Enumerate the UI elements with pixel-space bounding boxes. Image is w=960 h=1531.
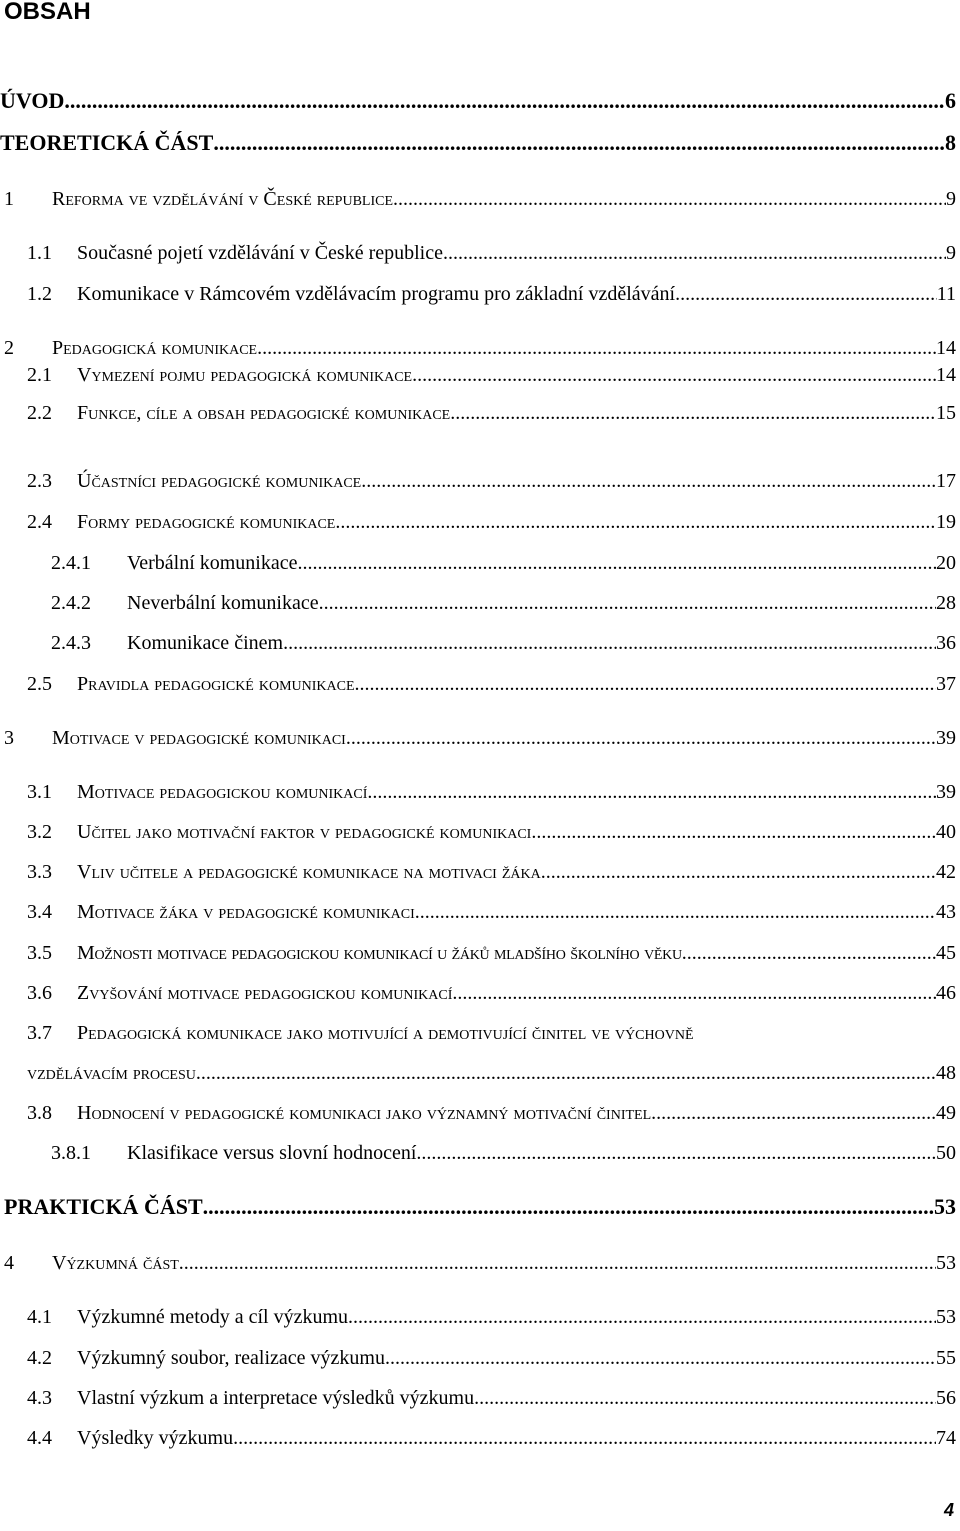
toc-entry-2-3[interactable] <box>0 468 960 494</box>
page-title: OBSAH <box>4 0 91 25</box>
toc-entry-title: Funkce, cíle a obsah pedagogické komunikace <box>77 402 451 424</box>
toc-entry-page: 53 <box>936 1252 956 1274</box>
toc-entry-number: 4.4 <box>27 1427 52 1449</box>
toc-entry-number: 1 <box>4 188 14 210</box>
toc-entry-page: 55 <box>936 1347 956 1369</box>
toc-entry-page: 45 <box>936 942 956 964</box>
toc-entry-title: Výzkumný soubor, realizace výzkumu <box>77 1347 385 1369</box>
toc-entry-page: 53 <box>936 1306 956 1328</box>
toc-entry-page: 8 <box>945 130 956 155</box>
toc-entry-title: Formy pedagogické komunikace <box>77 511 336 533</box>
toc-leader-dots <box>416 1140 936 1166</box>
toc-leader-dots <box>412 362 936 388</box>
toc-entry-title: Vlastní výzkum a interpretace výsledků výzkumu <box>77 1387 475 1409</box>
toc-entry-title: Výzkumné metody a cíl výzkumu <box>77 1306 349 1328</box>
toc-entry-1-2[interactable] <box>0 281 960 307</box>
toc-entry-title: PRAKTICKÁ ČÁST <box>4 1194 203 1219</box>
toc-entry-title: Motivace žáka v pedagogické komunikaci <box>77 901 415 923</box>
toc-leader-dots <box>474 1385 936 1411</box>
toc-entry-page: 42 <box>936 861 956 883</box>
toc-entry-4-3[interactable] <box>0 1385 960 1411</box>
toc-entry-title: Výsledky výzkumu <box>77 1427 234 1449</box>
toc-leader-dots <box>233 1425 936 1451</box>
toc-entry-3-6[interactable] <box>0 980 960 1006</box>
toc-entry-number: 2.3 <box>27 470 52 492</box>
footer-page-number: 4 <box>943 1500 954 1520</box>
toc-entry-2-5[interactable] <box>0 671 960 697</box>
toc-entry-uvod[interactable] <box>0 88 960 114</box>
toc-entry-title: Komunikace činem <box>127 632 284 654</box>
toc-leader-dots <box>393 186 946 212</box>
toc-entry-title: Reforma ve vzdělávání v České republice <box>52 188 394 210</box>
toc-entry-3-1[interactable] <box>0 779 960 805</box>
toc-entry-chapter-2[interactable] <box>0 335 960 361</box>
toc-leader-dots <box>651 1100 936 1126</box>
toc-leader-dots <box>196 1060 936 1086</box>
toc-entry-page: 14 <box>936 337 956 359</box>
toc-entry-page: 6 <box>945 88 956 113</box>
toc-entry-page: 39 <box>936 727 956 749</box>
toc-entry-3-2[interactable] <box>0 819 960 845</box>
toc-leader-dots <box>348 1304 936 1330</box>
toc-entry-title: Možnosti motivace pedagogickou komunikací u žáků mladšího školního věku <box>77 942 682 964</box>
toc-entry-title: Pedagogická komunikace jako motivující a demotivující činitel ve výchovně <box>77 1022 694 1044</box>
toc-entry-title: vzdělávacím procesu <box>27 1062 196 1084</box>
toc-entry-number: 3.4 <box>27 901 52 923</box>
toc-leader-dots <box>298 550 937 576</box>
toc-leader-dots <box>203 1194 934 1220</box>
toc-entry-number: 3.6 <box>27 982 52 1004</box>
toc-entry-title: Vymezení pojmu pedagogická komunikace <box>77 364 413 386</box>
toc-entry-4-2[interactable] <box>0 1345 960 1371</box>
toc-entry-2-2[interactable] <box>0 400 960 426</box>
toc-entry-number: 1.2 <box>27 283 52 305</box>
toc-entry-prakticka-cast[interactable] <box>0 1194 960 1220</box>
toc-entry-number: 3.8.1 <box>51 1142 91 1164</box>
toc-entry-3-7[interactable] <box>0 1020 960 1046</box>
toc-entry-number: 2.1 <box>27 364 52 386</box>
toc-entry-number: 3.2 <box>27 821 52 843</box>
toc-entry-page: 43 <box>936 901 956 923</box>
toc-entry-title: ÚVOD <box>0 88 65 113</box>
toc-entry-chapter-4[interactable] <box>0 1250 960 1276</box>
toc-entry-title: Vliv učitele a pedagogické komunikace na motivaci žáka <box>77 861 541 883</box>
toc-entry-2-1[interactable] <box>0 362 960 388</box>
toc-entry-page: 40 <box>936 821 956 843</box>
toc-entry-page: 39 <box>936 781 956 803</box>
toc-leader-dots <box>361 468 936 494</box>
toc-entry-chapter-3[interactable] <box>0 725 960 751</box>
toc-entry-number: 3.7 <box>27 1022 52 1044</box>
toc-entry-teoreticka-cast[interactable] <box>0 130 960 156</box>
toc-entry-4-4[interactable] <box>0 1425 960 1451</box>
toc-leader-dots <box>367 779 936 805</box>
toc-entry-title: Účastníci pedagogické komunikace <box>77 470 362 492</box>
toc-entry-1-1[interactable] <box>0 240 960 266</box>
toc-entry-number: 4 <box>4 1252 14 1274</box>
toc-entry-2-4[interactable] <box>0 509 960 535</box>
toc-leader-dots <box>335 509 936 535</box>
toc-entry-page: 15 <box>936 402 956 424</box>
toc-entry-page: 20 <box>936 552 956 574</box>
toc-entry-number: 2.4.3 <box>51 632 91 654</box>
toc-entry-number: 3 <box>4 727 14 749</box>
toc-leader-dots <box>531 819 936 845</box>
toc-entry-4-1[interactable] <box>0 1304 960 1330</box>
toc-entry-chapter-1[interactable] <box>0 186 960 212</box>
toc-entry-3-8[interactable] <box>0 1100 960 1126</box>
toc-leader-dots <box>64 88 945 114</box>
toc-entry-number: 1.1 <box>27 242 52 264</box>
toc-entry-number: 2 <box>4 337 14 359</box>
toc-leader-dots <box>355 671 936 697</box>
toc-entry-page: 46 <box>936 982 956 1004</box>
toc-entry-title: Neverbální komunikace <box>127 592 319 614</box>
toc-leader-dots <box>682 940 936 966</box>
toc-entry-page: 37 <box>936 673 956 695</box>
toc-entry-title: Klasifikace versus slovní hodnocení <box>127 1142 417 1164</box>
toc-entry-title: Motivace v pedagogické komunikaci <box>52 727 346 749</box>
toc-entry-page: 9 <box>946 188 956 210</box>
toc-leader-dots <box>385 1345 936 1371</box>
toc-leader-dots <box>213 130 945 156</box>
toc-entry-2-4-1[interactable] <box>0 550 960 576</box>
toc-entry-page: 28 <box>936 592 956 614</box>
toc-entry-number: 4.3 <box>27 1387 52 1409</box>
toc-entry-page: 49 <box>936 1102 956 1124</box>
toc-entry-number: 2.4.1 <box>51 552 91 574</box>
toc-entry-number: 3.1 <box>27 781 52 803</box>
toc-entry-page: 36 <box>936 632 956 654</box>
toc-leader-dots <box>541 859 936 885</box>
toc-entry-3-8-1[interactable] <box>0 1140 960 1166</box>
toc-entry-page: 11 <box>936 283 956 305</box>
toc-leader-dots <box>443 240 946 266</box>
toc-entry-number: 4.2 <box>27 1347 52 1369</box>
toc-leader-dots <box>257 335 936 361</box>
toc-entry-3-5[interactable] <box>0 940 960 966</box>
toc-entry-3-4[interactable] <box>0 899 960 925</box>
toc-leader-dots <box>346 725 936 751</box>
toc-entry-3-7-continuation[interactable] <box>0 1060 960 1086</box>
toc-leader-dots <box>450 400 936 426</box>
toc-entry-2-4-2[interactable] <box>0 590 960 616</box>
toc-entry-title: Zvyšování motivace pedagogickou komunikací <box>77 982 453 1004</box>
toc-entry-page: 56 <box>936 1387 956 1409</box>
toc-entry-title: Hodnocení v pedagogické komunikaci jako významný motivační činitel <box>77 1102 652 1124</box>
toc-entry-page: 50 <box>936 1142 956 1164</box>
toc-leader-dots <box>283 630 936 656</box>
toc-leader-dots <box>415 899 936 925</box>
toc-entry-number: 2.5 <box>27 673 52 695</box>
toc-entry-page: 74 <box>936 1427 956 1449</box>
toc-entry-title: Pravidla pedagogické komunikace <box>77 673 355 695</box>
toc-leader-dots <box>675 281 937 307</box>
toc-leader-dots <box>179 1250 936 1276</box>
toc-entry-number: 3.5 <box>27 942 52 964</box>
toc-entry-number: 2.2 <box>27 402 52 424</box>
toc-entry-title: Učitel jako motivační faktor v pedagogické komunikaci <box>77 821 532 843</box>
toc-entry-title: TEORETICKÁ ČÁST <box>0 130 214 155</box>
toc-entry-title: Komunikace v Rámcovém vzdělávacím programu pro základní vzdělávání <box>77 283 676 305</box>
toc-entry-title: Verbální komunikace <box>127 552 298 574</box>
toc-entry-title: Pedagogická komunikace <box>52 337 258 359</box>
toc-entry-page: 48 <box>936 1062 956 1084</box>
toc-entry-number: 2.4.2 <box>51 592 91 614</box>
toc-entry-3-3[interactable] <box>0 859 960 885</box>
toc-entry-page: 19 <box>936 511 956 533</box>
toc-entry-number: 2.4 <box>27 511 52 533</box>
toc-entry-page: 53 <box>934 1194 956 1219</box>
toc-entry-page: 14 <box>936 364 956 386</box>
toc-entry-number: 3.8 <box>27 1102 52 1124</box>
toc-leader-dots <box>452 980 936 1006</box>
toc-entry-page: 9 <box>946 242 956 264</box>
toc-entry-title: Současné pojetí vzdělávání v České republice <box>77 242 443 264</box>
toc-entry-number: 4.1 <box>27 1306 52 1328</box>
toc-entry-title: Výzkumná část <box>52 1252 179 1274</box>
toc-entry-page: 17 <box>936 470 956 492</box>
toc-entry-title: Motivace pedagogickou komunikací <box>77 781 368 803</box>
toc-entry-2-4-3[interactable] <box>0 630 960 656</box>
toc-entry-number: 3.3 <box>27 861 52 883</box>
toc-leader-dots <box>319 590 936 616</box>
